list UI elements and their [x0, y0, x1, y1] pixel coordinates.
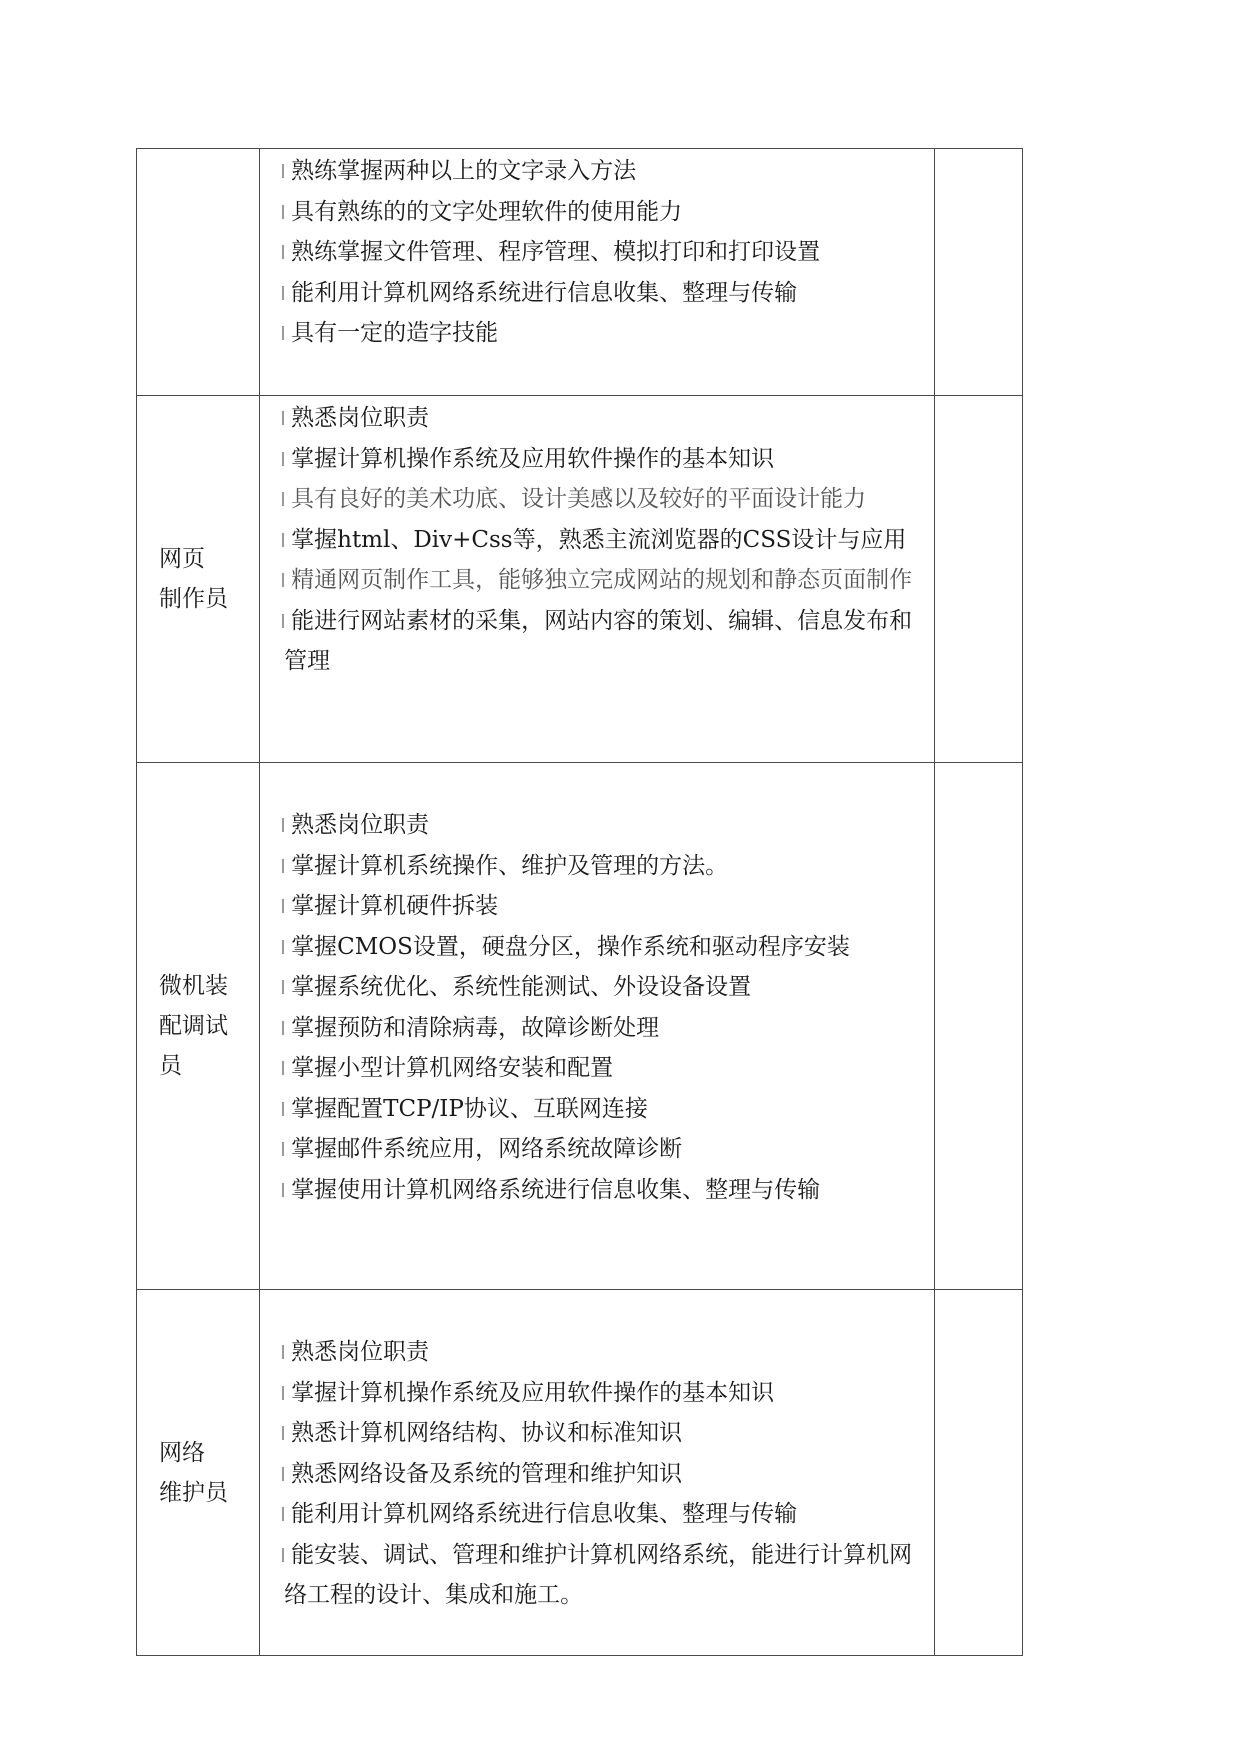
list-item: 能进行网站素材的采集，网站内容的策划、编辑、信息发布和管理	[284, 607, 913, 674]
list-item: 掌握预防和清除病毒，故障诊断处理	[282, 1008, 914, 1049]
list-item: 熟悉岗位职责	[282, 1332, 914, 1373]
list-item: 熟悉岗位职责	[282, 398, 914, 439]
list-item: 掌握邮件系统应用，网络系统故障诊断	[282, 1129, 914, 1170]
list-item: 熟悉网络设备及系统的管理和维护知识	[282, 1454, 914, 1495]
table-row	[137, 396, 1023, 763]
list-item: 掌握配置TCP/IP协议、互联网连接	[282, 1089, 914, 1130]
blank-cell	[934, 1290, 1022, 1656]
list-item: 熟练掌握文件管理、程序管理、模拟打印和打印设置	[282, 232, 914, 273]
table-row	[137, 763, 1023, 1290]
skills-table	[136, 148, 1023, 1656]
role-cell	[137, 763, 260, 1290]
skills-cell	[260, 149, 935, 396]
list-item: 掌握CMOS设置，硬盘分区，操作系统和驱动程序安装	[282, 927, 914, 968]
list-item: 掌握html、Div+Css等，熟悉主流浏览器的CSS设计与应用	[282, 520, 914, 561]
role-label-line: 网络	[159, 1439, 205, 1466]
list-item: 具有熟练的的文字处理软件的使用能力	[282, 192, 914, 233]
list-item: 能利用计算机网络系统进行信息收集、整理与传输	[282, 1494, 914, 1535]
list-item: 掌握系统优化、系统性能测试、外设设备设置	[282, 967, 914, 1008]
role-label-line: 制作员	[159, 586, 228, 612]
role-label-line: 配调试	[159, 1013, 228, 1039]
table-row	[137, 1290, 1023, 1656]
skills-cell	[260, 763, 935, 1290]
list-item: 熟练掌握两种以上的文字录入方法	[282, 151, 914, 192]
role-cell	[137, 1290, 260, 1656]
list-item: 精通网页制作工具，能够独立完成网站的规划和静态页面制作	[282, 560, 914, 601]
list-item: 掌握计算机硬件拆装	[282, 886, 914, 927]
role-label-line: 网页	[159, 546, 205, 572]
role-cell	[137, 149, 260, 396]
list-item: 掌握使用计算机网络系统进行信息收集、整理与传输	[282, 1170, 914, 1211]
list-item: 熟悉计算机网络结构、协议和标准知识	[282, 1413, 914, 1454]
list-item: 掌握计算机系统操作、维护及管理的方法。	[282, 846, 914, 887]
list-item: 具有良好的美术功底、设计美感以及较好的平面设计能力	[282, 479, 914, 520]
list-item: 能安装、调试、管理和维护计算机网络系统，能进行计算机网络工程的设计、集成和施工。	[284, 1541, 913, 1608]
list-item: 掌握小型计算机网络安装和配置	[282, 1048, 914, 1089]
role-label-line: 员	[159, 1053, 182, 1079]
blank-cell	[934, 396, 1022, 763]
list-item: 能利用计算机网络系统进行信息收集、整理与传输	[282, 273, 914, 314]
skills-cell	[260, 396, 935, 763]
blank-cell	[934, 149, 1022, 396]
role-label-line: 微机装	[159, 973, 228, 999]
list-item: 具有一定的造字技能	[282, 313, 914, 354]
blank-cell	[934, 763, 1022, 1290]
list-item: 熟悉岗位职责	[282, 805, 914, 846]
skills-cell	[260, 1290, 935, 1656]
role-cell	[137, 396, 260, 763]
list-item: 掌握计算机操作系统及应用软件操作的基本知识	[282, 439, 914, 480]
role-label-line: 维护员	[159, 1479, 228, 1506]
table-row	[137, 149, 1023, 396]
list-item: 掌握计算机操作系统及应用软件操作的基本知识	[282, 1373, 914, 1414]
